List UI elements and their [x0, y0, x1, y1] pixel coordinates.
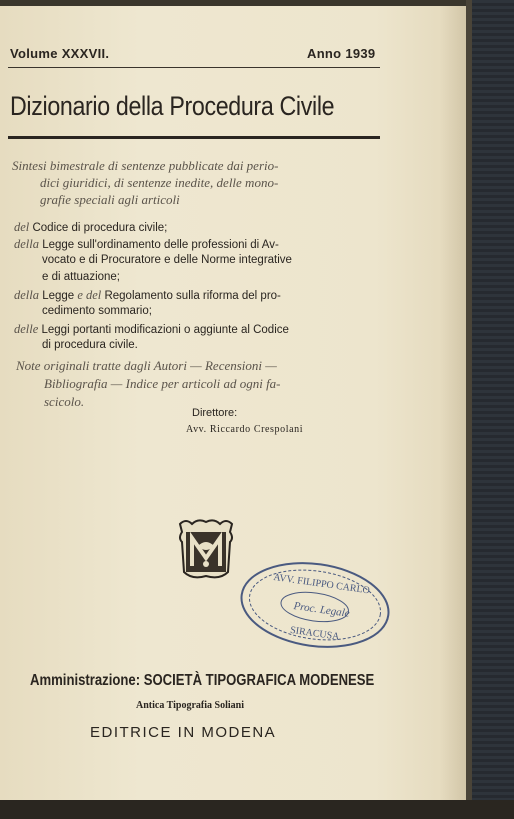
year: Anno 1939 [307, 46, 376, 61]
stamp-line-1: AVV. FILIPPO CARLO [272, 572, 371, 597]
monogram-emblem-icon [176, 518, 236, 580]
director-label: Direttore: [192, 407, 238, 419]
stamp-line-2: Proc. Legale [292, 600, 351, 620]
header-rule [8, 67, 380, 68]
item-text: Legge sull'ordinamento delle professioni di Av- [39, 239, 279, 251]
item-text: di procedura civile. [42, 339, 138, 351]
list-item [42, 271, 120, 283]
intro-line: dici giuridici, di sentenze inedite, delle mono- [40, 175, 279, 190]
list-item [14, 288, 281, 303]
intro-line: Sintesi bimestrale di sentenze pubblicate dai perio- [12, 158, 279, 173]
item-lead: della [14, 288, 39, 302]
item-text: cedimento sommario; [42, 305, 152, 317]
book-spine [472, 0, 514, 819]
ownership-stamp-icon [236, 558, 394, 652]
item-text: vocato e di Procuratore e delle Norme integrative [42, 254, 292, 266]
footer-publisher: EDITRICE IN MODENA [90, 724, 277, 741]
bottom-shadow [0, 800, 514, 819]
notes-line: scicolo. [44, 394, 85, 409]
item-text: Regolamento sulla riforma del pro- [101, 290, 281, 302]
intro-line: grafie speciali agli articoli [40, 192, 180, 207]
item-text: Legge [39, 290, 75, 302]
item-text: Codice di procedura civile; [29, 222, 168, 234]
page-title: Dizionario della Procedura Civile [10, 91, 335, 121]
footer-subtitle: Antica Tipografia Soliani [136, 700, 244, 711]
list-item [14, 220, 167, 235]
item-text: Leggi portanti modificazioni o aggiunte al Codice [38, 324, 289, 336]
item-lead: e del [74, 288, 102, 302]
list-item [42, 305, 152, 317]
footer-administration: Amministrazione: SOCIETÀ TIPOGRAFICA MODENESE [30, 672, 375, 689]
list-item [14, 322, 289, 337]
item-text: e di attuazione; [42, 271, 121, 283]
notes-line: Bibliografia — Indice per articoli ad ogni fa- [44, 376, 281, 391]
volume-number: Volume XXXVII. [10, 46, 110, 61]
item-lead: della [14, 237, 39, 251]
item-lead: delle [14, 322, 39, 336]
list-item [42, 339, 138, 351]
notes-line: Note originali tratte dagli Autori — Recensioni — [16, 358, 277, 373]
director-name: Avv. Riccardo Crespolani [186, 424, 304, 435]
item-lead: del [14, 220, 30, 234]
list-item [42, 254, 292, 266]
title-rule [8, 136, 380, 139]
list-item [14, 237, 279, 252]
stamp-line-3: SIRACUSA [289, 624, 340, 643]
